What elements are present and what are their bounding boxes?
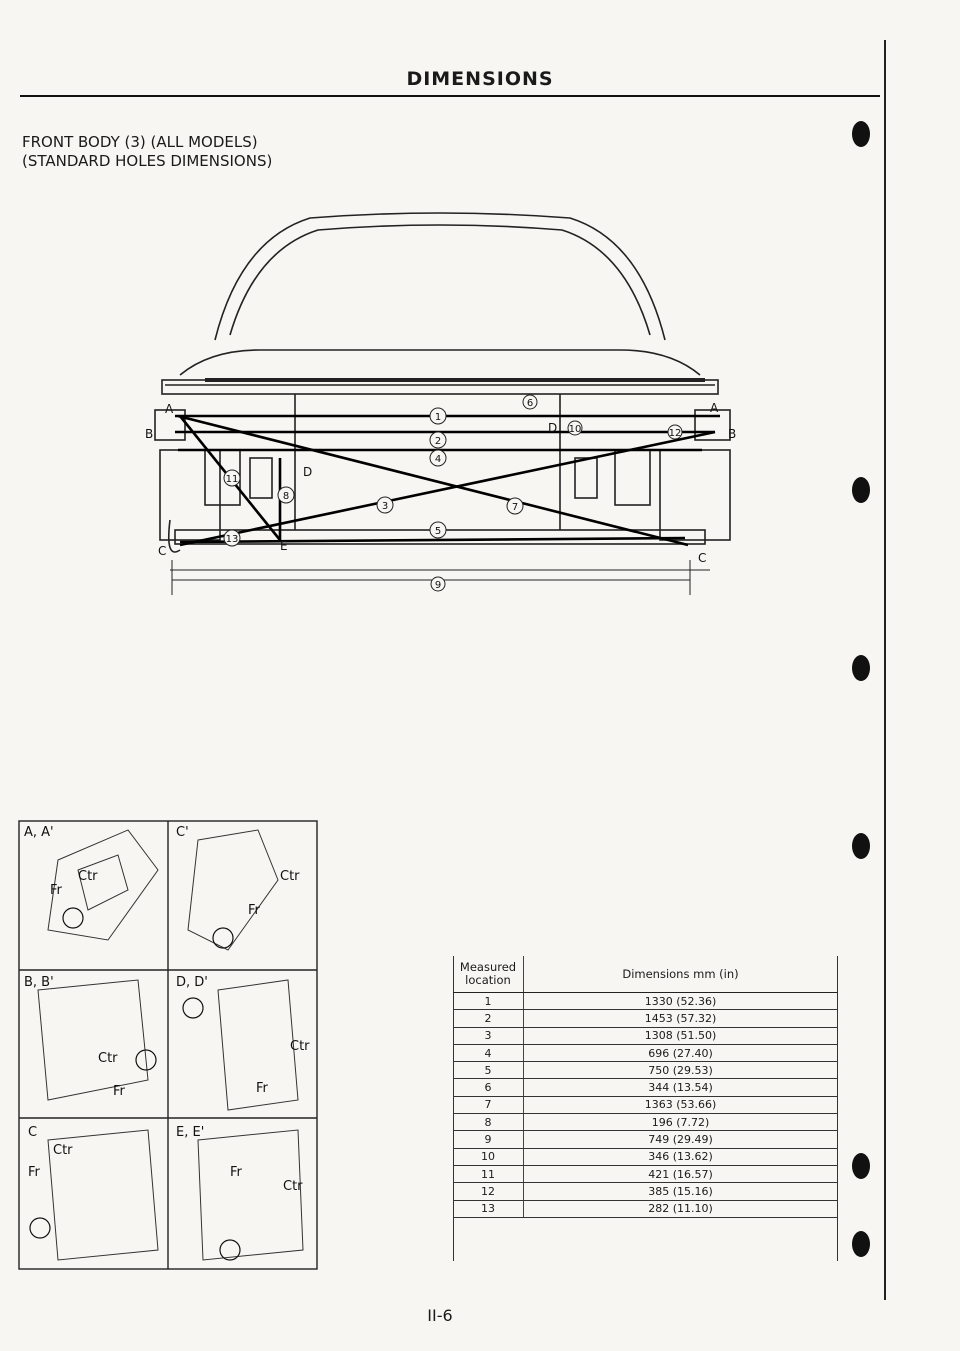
row-location: 7 <box>453 1096 524 1113</box>
row-dimension: 1308 (51.50) <box>524 1027 838 1044</box>
detail-ctr-c-prime: Ctr <box>280 869 300 884</box>
row-dimension: 344 (13.54) <box>524 1079 838 1096</box>
header-location-line-1: Measured <box>459 960 517 974</box>
point-label-b-left: B <box>145 427 154 441</box>
row-location: 8 <box>453 1114 524 1131</box>
row-location: 3 <box>453 1027 524 1044</box>
detail-ctr-e: Ctr <box>283 1179 303 1194</box>
row-location: 2 <box>453 1010 524 1027</box>
measure-label-9: 9 <box>434 580 442 591</box>
detail-label-c-prime: C' <box>176 825 189 840</box>
header-location-line-2: location <box>465 973 511 987</box>
point-label-c-left: C <box>158 544 167 558</box>
detail-label-a: A, A' <box>24 825 54 840</box>
row-dimension: 346 (13.62) <box>524 1148 838 1165</box>
row-dimension: 750 (29.53) <box>524 1062 838 1079</box>
row-dimension: 196 (7.72) <box>524 1114 838 1131</box>
detail-fr-c-prime: Fr <box>248 903 260 918</box>
detail-fr-b: Fr <box>113 1084 125 1099</box>
detail-ctr-a: Ctr <box>78 869 98 884</box>
punch-hole-icon <box>848 1228 874 1260</box>
point-label-c-right: C <box>698 551 707 565</box>
table-row <box>453 1114 837 1131</box>
detail-label-d: D, D' <box>176 975 208 990</box>
measure-label-12: 12 <box>668 428 682 439</box>
punch-hole-icon <box>848 474 874 506</box>
measure-label-3: 3 <box>381 501 389 512</box>
point-label-d-left: D <box>303 465 313 479</box>
point-label-a-left: A <box>165 402 174 416</box>
header-rule <box>20 95 880 97</box>
punch-hole-icon <box>848 118 874 150</box>
measure-label-8: 8 <box>282 491 290 502</box>
row-location: 5 <box>453 1062 524 1079</box>
measure-label-13: 13 <box>225 534 239 545</box>
subtitle-line-1: FRONT BODY (3) (ALL MODELS) <box>22 133 258 151</box>
detail-label-c: C <box>28 1125 38 1140</box>
table-row <box>453 1131 837 1148</box>
row-dimension: 1363 (53.66) <box>524 1096 838 1113</box>
measure-label-11: 11 <box>225 474 239 485</box>
punch-hole-icon <box>848 830 874 862</box>
detail-fr-d: Fr <box>256 1081 268 1096</box>
detail-fr-a: Fr <box>50 883 62 898</box>
detail-views-grid <box>18 820 318 1270</box>
row-dimension: 385 (15.16) <box>524 1183 838 1200</box>
measure-label-4: 4 <box>434 454 442 465</box>
row-location: 11 <box>453 1165 524 1182</box>
detail-fr-e: Fr <box>230 1165 242 1180</box>
measure-label-5: 5 <box>434 526 442 537</box>
page-title: DIMENSIONS <box>406 68 554 90</box>
table-row <box>453 1062 837 1079</box>
table-row <box>453 1165 837 1182</box>
header-dimensions: Dimensions mm (in) <box>524 956 838 993</box>
measure-label-2: 2 <box>434 436 442 447</box>
row-dimension: 696 (27.40) <box>524 1044 838 1061</box>
row-location: 1 <box>453 993 524 1010</box>
binding-rule <box>884 40 886 1300</box>
row-location: 13 <box>453 1200 524 1217</box>
table-row <box>453 1010 837 1027</box>
section-subtitle <box>22 133 272 171</box>
detail-fr-c: Fr <box>28 1165 40 1180</box>
table-row <box>453 1044 837 1061</box>
row-location: 6 <box>453 1079 524 1096</box>
row-location: 10 <box>453 1148 524 1165</box>
row-location: 12 <box>453 1183 524 1200</box>
row-location: 4 <box>453 1044 524 1061</box>
point-label-d-right: D <box>548 421 558 435</box>
detail-ctr-d: Ctr <box>290 1039 310 1054</box>
table-row <box>453 1027 837 1044</box>
punch-hole-icon <box>848 1150 874 1182</box>
table-frame-right <box>837 956 838 1261</box>
table-row <box>453 1200 837 1217</box>
table-row <box>453 1096 837 1113</box>
row-dimension: 282 (11.10) <box>524 1200 838 1217</box>
detail-ctr-c: Ctr <box>53 1143 73 1158</box>
row-dimension: 421 (16.57) <box>524 1165 838 1182</box>
measure-label-1: 1 <box>434 412 442 423</box>
row-dimension: 749 (29.49) <box>524 1131 838 1148</box>
table-row <box>453 1148 837 1165</box>
table-row <box>453 1079 837 1096</box>
subtitle-line-2: (STANDARD HOLES DIMENSIONS) <box>22 152 273 170</box>
table-row <box>453 993 837 1010</box>
point-label-e: E <box>280 539 288 553</box>
header-measured-location <box>453 956 524 993</box>
measure-label-6: 6 <box>526 398 534 409</box>
dimensions-table <box>453 956 837 1218</box>
detail-label-b: B, B' <box>24 975 54 990</box>
punch-hole-icon <box>848 652 874 684</box>
point-label-b-right: B <box>728 427 737 441</box>
detail-ctr-b: Ctr <box>98 1051 118 1066</box>
row-location: 9 <box>453 1131 524 1148</box>
page-number: II-6 <box>427 1306 453 1325</box>
front-body-diagram <box>120 200 760 600</box>
measure-label-7: 7 <box>511 502 519 513</box>
measure-label-10: 10 <box>568 424 582 435</box>
table-row <box>453 1183 837 1200</box>
point-label-a-right: A <box>710 401 719 415</box>
detail-label-e: E, E' <box>176 1125 205 1140</box>
row-dimension: 1453 (57.32) <box>524 1010 838 1027</box>
row-dimension: 1330 (52.36) <box>524 993 838 1010</box>
